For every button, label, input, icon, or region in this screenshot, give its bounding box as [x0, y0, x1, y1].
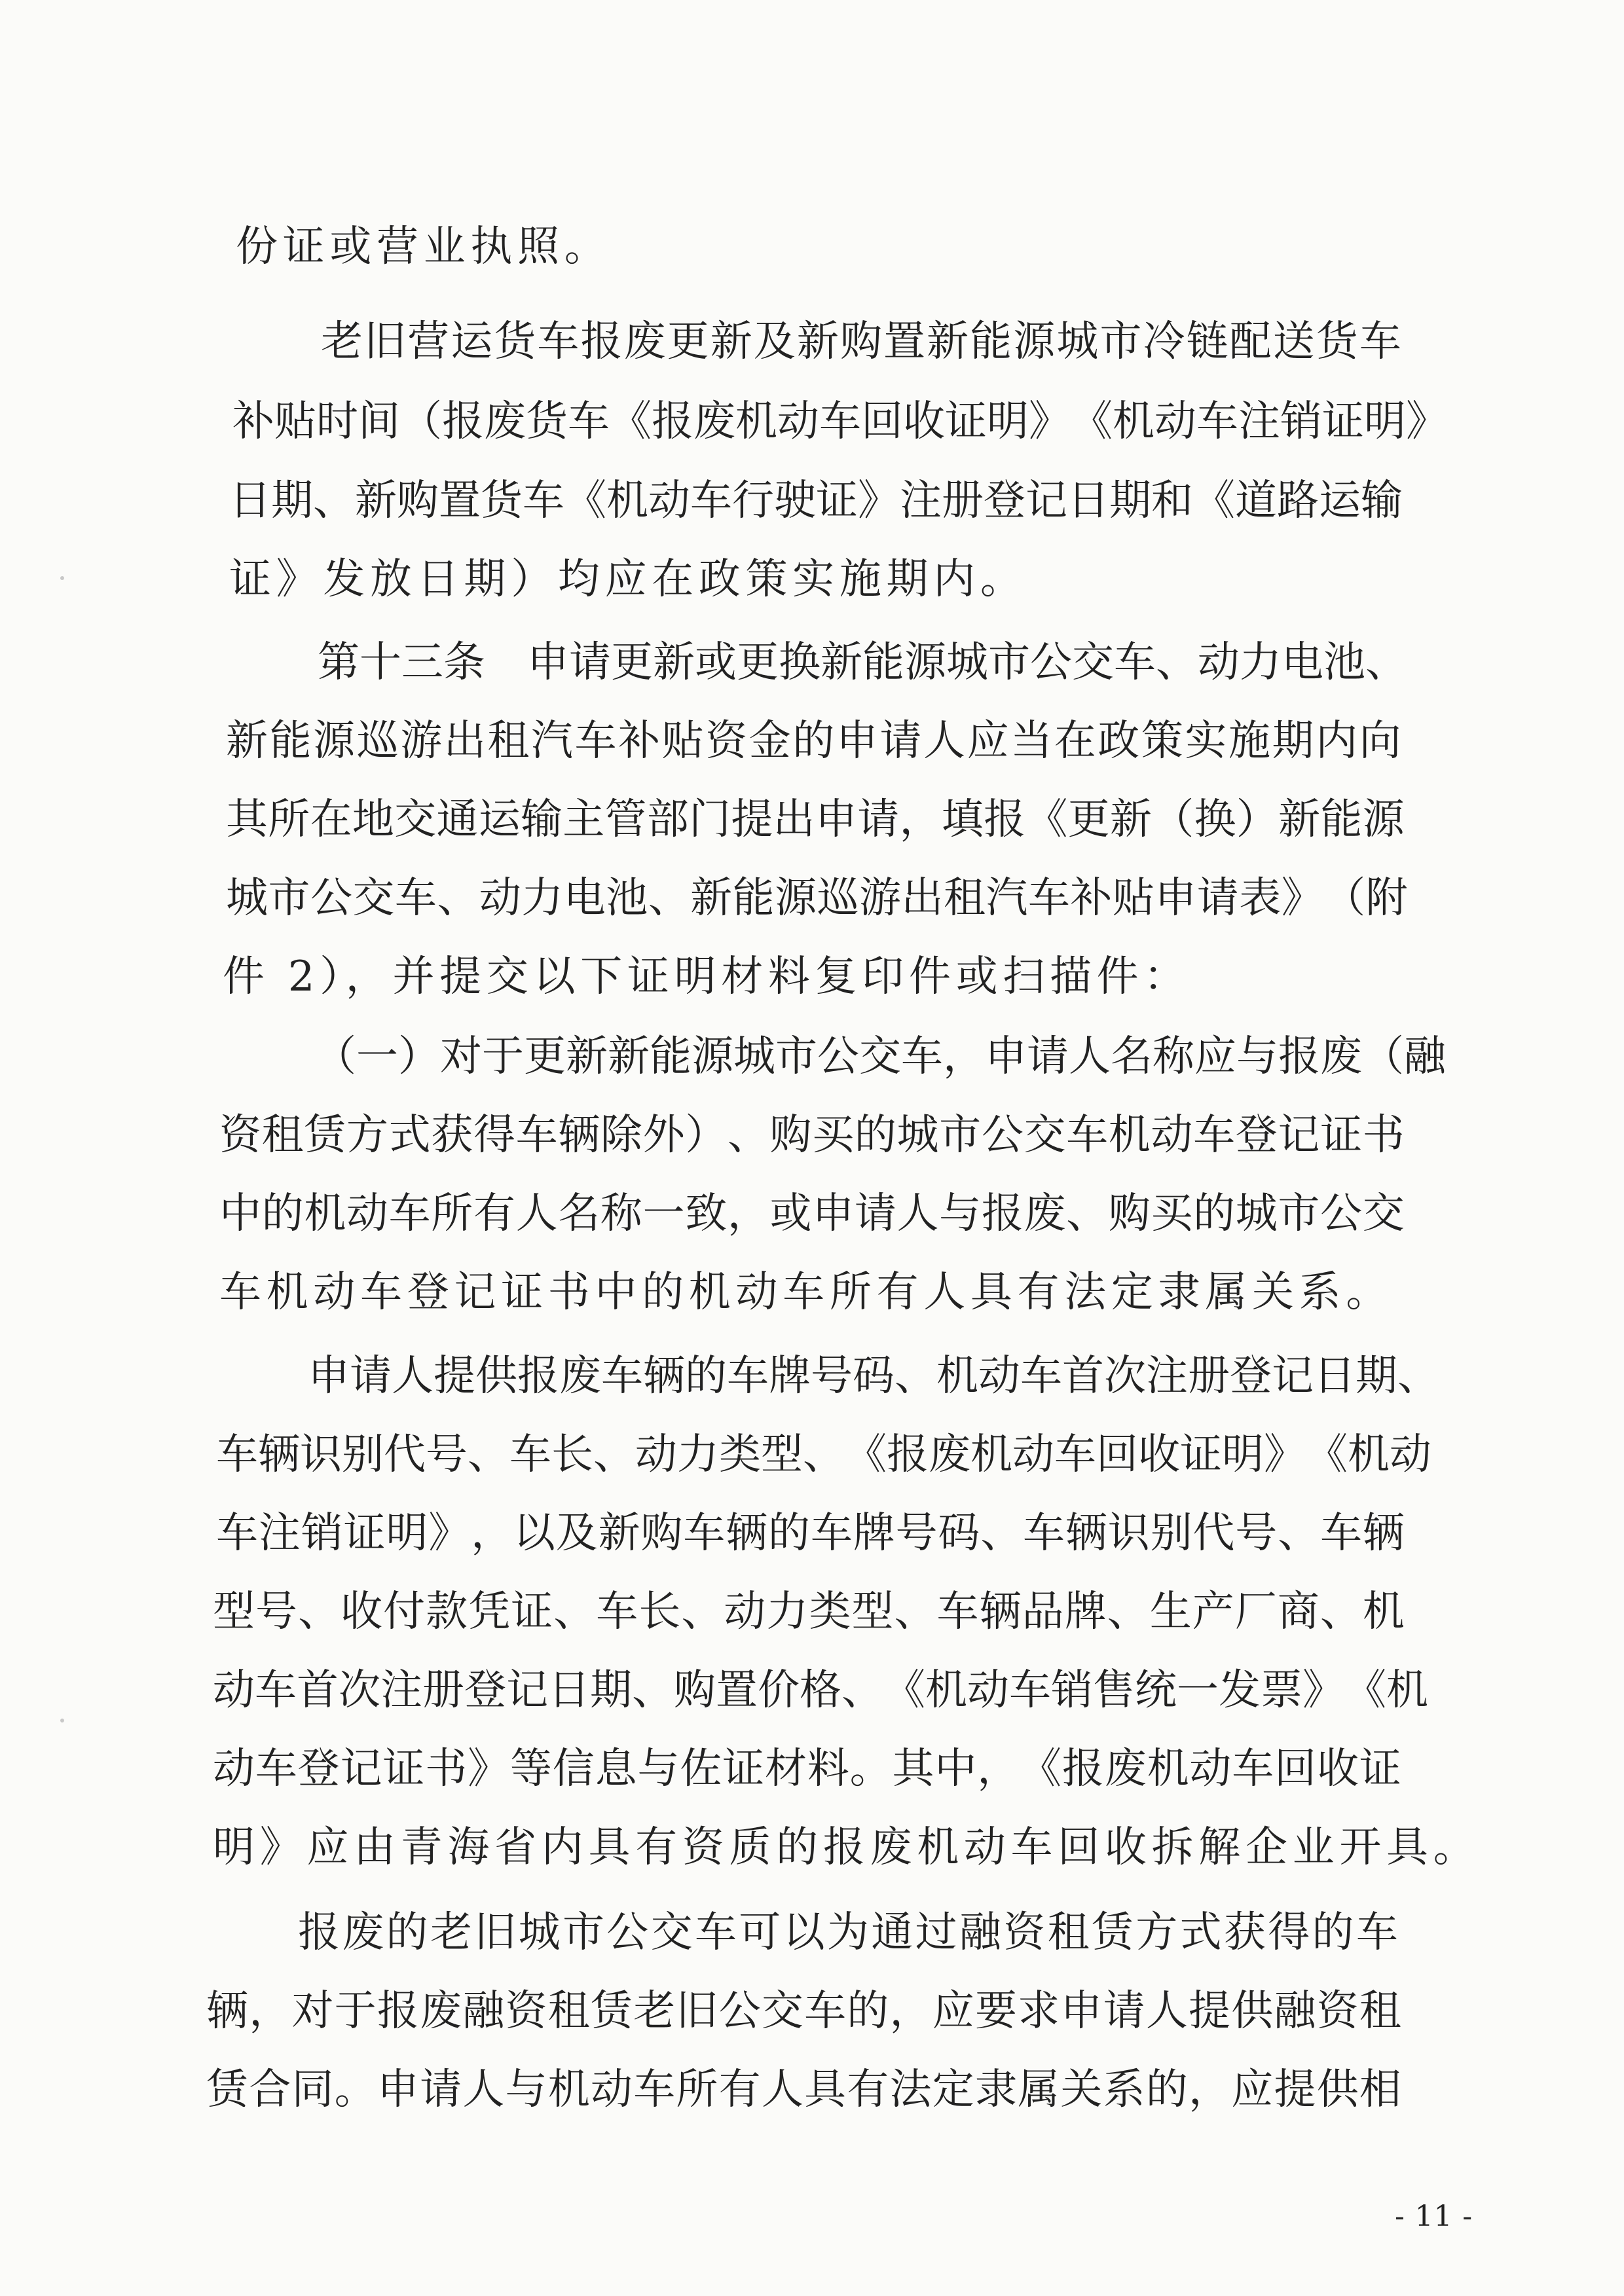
- text-line-15: 申 请 人 提 供 报 废 车 辆 的 车 牌 号 码 、 机 动 车 首 次 注 册 登 记 日 期 、: [308, 1352, 1439, 1400]
- text-line-19: 动 车 首 次 注 册 登 记 日 期 、 购 置 价 格 、 《 机 动 车 销 售 统 一 发 票 》 《 机: [213, 1666, 1428, 1715]
- text-line-3: 补 贴 时 间 （ 报 废 货 车 《 报 废 机 动 车 回 收 证 明 》 《 机 动 车 注 销 证 明 》: [232, 397, 1448, 446]
- text-line-14: 车机动车登记证书中的机动车所有人具有法定隶属关系。: [219, 1268, 1393, 1317]
- text-line-5: 证》发放日期）均应在政策实施期内。: [229, 555, 1027, 604]
- text-line-11: （ 一 ） 对 于 更 新 新 能 源 城 市 公 交 车 ， 申 请 人 名 称 应 与 报 废 （ 融: [314, 1032, 1446, 1081]
- text-line-6: 第 十 三 条 申 请 更 新 或 更 换 新 能 源 城 市 公 交 车 、 动 力 电 池 、: [318, 638, 1407, 687]
- text-line-12: 资 租 赁 方 式 获 得 车 辆 除 外 ） 、 购 买 的 城 市 公 交 车 机 动 车 登 记 证 书: [219, 1111, 1405, 1159]
- page-number: - 11 -: [1395, 2200, 1473, 2233]
- text-line-7: 新 能 源 巡 游 出 租 汽 车 补 贴 资 金 的 申 请 人 应 当 在 政 策 实 施 期 内 向: [226, 717, 1401, 765]
- text-line-21: 明》应由青海省内具有资质的报废机动车回收拆解企业开具。: [213, 1823, 1481, 1872]
- text-line-8: 其 所 在 地 交 通 运 输 主 管 部 门 提 出 申 请 ， 填 报 《 更 新 （ 换 ） 新 能 源: [226, 795, 1405, 844]
- text-line-13: 中 的 机 动 车 所 有 人 名 称 一 致 ， 或 申 请 人 与 报 废 、 购 买 的 城 市 公 交: [219, 1190, 1405, 1238]
- text-line-24: 赁 合 同 。 申 请 人 与 机 动 车 所 有 人 具 有 法 定 隶 属 关 系 的 ， 应 提 供 相: [206, 2066, 1401, 2114]
- text-line-1: 份证或营业执照。: [236, 223, 612, 271]
- scan-speck: [60, 576, 64, 580]
- text-line-23: 辆 ， 对 于 报 废 融 资 租 赁 老 旧 公 交 车 的 ， 应 要 求 申 请 人 提 供 融 资 租: [206, 1987, 1401, 2035]
- text-line-4: 日 期 、 新 购 置 货 车 《 机 动 车 行 驶 证 》 注 册 登 记 日 期 和 《 道 路 运 输: [229, 477, 1403, 525]
- text-line-16: 车 辆 识 别 代 号 、 车 长 、 动 力 类 型 、 《 报 废 机 动 车 回 收 证 明 》 《 机 动: [216, 1430, 1431, 1479]
- text-line-2: 老 旧 营 运 货 车 报 废 更 新 及 新 购 置 新 能 源 城 市 冷 链 配 送 货 车: [321, 318, 1401, 366]
- text-line-17: 车 注 销 证 明 》 ， 以 及 新 购 车 辆 的 车 牌 号 码 、 车 辆 识 别 代 号 、 车 辆: [216, 1509, 1405, 1558]
- text-line-20: 动 车 登 记 证 书 》 等 信 息 与 佐 证 材 料 。 其 中 ， 《 报 废 机 动 车 回 收 证: [213, 1745, 1401, 1793]
- scan-speck: [60, 1719, 64, 1722]
- text-line-22: 报 废 的 老 旧 城 市 公 交 车 可 以 为 通 过 融 资 租 赁 方 式 获 得 的 车: [298, 1908, 1398, 1957]
- text-line-9: 城 市 公 交 车 、 动 力 电 池 、 新 能 源 巡 游 出 租 汽 车 补 贴 申 请 表 》 （ 附: [226, 874, 1408, 922]
- text-line-10: 件 2），并提交以下证明材料复印件或扫描件：: [223, 953, 1191, 1001]
- text-line-18: 型 号 、 收 付 款 凭 证 、 车 长 、 动 力 类 型 、 车 辆 品 牌 、 生 产 厂 商 、 机: [213, 1588, 1405, 1636]
